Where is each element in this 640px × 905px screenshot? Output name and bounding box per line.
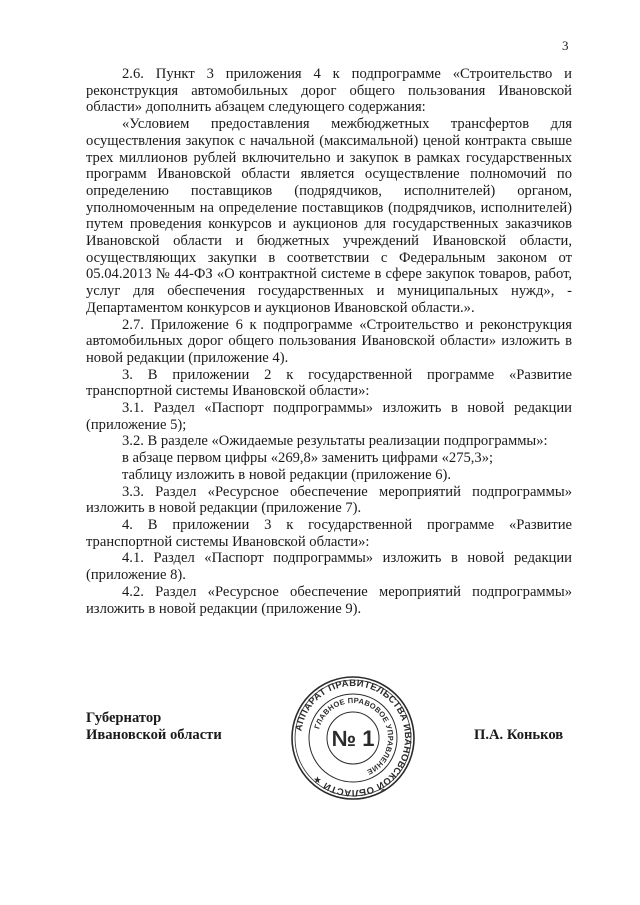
paragraph-3-2: 3.2. В разделе «Ожидаемые результаты реализации подпрограммы»: bbox=[122, 433, 548, 450]
paragraph-4-1: 4.1. Раздел «Паспорт подпрограммы» изложить в новой редакции (приложение 8). bbox=[86, 550, 572, 584]
signature-name: П.А. Коньков bbox=[474, 727, 564, 743]
stamp-outer-textpath: АППАРАТ ПРАВИТЕЛЬСТВА ИВАНОВСКОЙ ОБЛАСТИ ★ bbox=[293, 677, 414, 799]
paragraph-4: 4. В приложении 3 к государственной программе «Развитие транспортной системы Ивановской области»: bbox=[86, 516, 572, 550]
paragraph-2-7: 2.7. Приложение 6 к подпрограмме «Строительство и реконструкция автомобильных дорог общего пользования Ивановской области» изложить в новой редакции (приложение 4). bbox=[86, 316, 572, 366]
stamp-number: № 1 bbox=[331, 726, 375, 751]
paragraph-3-3: 3.3. Раздел «Ресурсное обеспечение мероприятий подпрограммы» изложить в новой редакции (приложение 7). bbox=[86, 483, 572, 517]
paragraph-3-2-a: в абзаце первом цифры «269,8» заменить цифрами «275,3»; bbox=[122, 450, 494, 467]
paragraph-3-1: 3.1. Раздел «Паспорт подпрограммы» изложить в новой редакции (приложение 5); bbox=[86, 400, 572, 433]
paragraph-4-2: 4.2. Раздел «Ресурсное обеспечение мероприятий подпрограммы» изложить в новой редакции (приложение 9). bbox=[86, 583, 572, 617]
signature-title-line1: Губернатор bbox=[86, 710, 162, 726]
document-body bbox=[86, 66, 572, 617]
paragraph-2-6: 2.6. Пункт 3 приложения 4 к подпрограмме «Строительство и реконструкция автомобильных дорог общего пользования Ивановской области» дополнить абзацем следующего содержания: bbox=[86, 66, 572, 116]
signature-title-line2: Ивановской области bbox=[86, 727, 222, 743]
paragraph-condition: «Условием предоставления межбюджетных трансфертов для осуществления закупок с начальной (максимальной) ценой контракта свыше трех миллионов рублей включительно и закупок в рамках государственных программ Ивановской области является осуществление полномочий по определению поставщиков (подрядчиков, исполнителей) органом, уполномоченным на определение поставщиков (подрядчиков, исполнителей) путем проведения конкурсов и аукционов для государственных заказчиков Ивановской области и бюджетных учреждений Ивановской области, осуществляющих закупки в соответствии с Федеральным законом от 05.04.2013 № 44-ФЗ «О контрактной системе в сфере закупок товаров, работ, услуг для обеспечения государственных и муниципальных нужд», - Департаментом конкурсов и аукционов Ивановской области.». bbox=[86, 116, 572, 316]
page-number: 3 bbox=[562, 38, 569, 53]
paragraph-3: 3. В приложении 2 к государственной программе «Развитие транспортной системы Ивановской области»: bbox=[86, 366, 572, 400]
official-stamp bbox=[283, 675, 423, 801]
paragraph-3-2-b: таблицу изложить в новой редакции (приложение 6). bbox=[122, 466, 452, 483]
signature-title bbox=[86, 710, 222, 744]
stamp-inner-textpath: ГЛАВНОЕ ПРАВОВОЕ УПРАВЛЕНИЕ bbox=[312, 695, 396, 777]
